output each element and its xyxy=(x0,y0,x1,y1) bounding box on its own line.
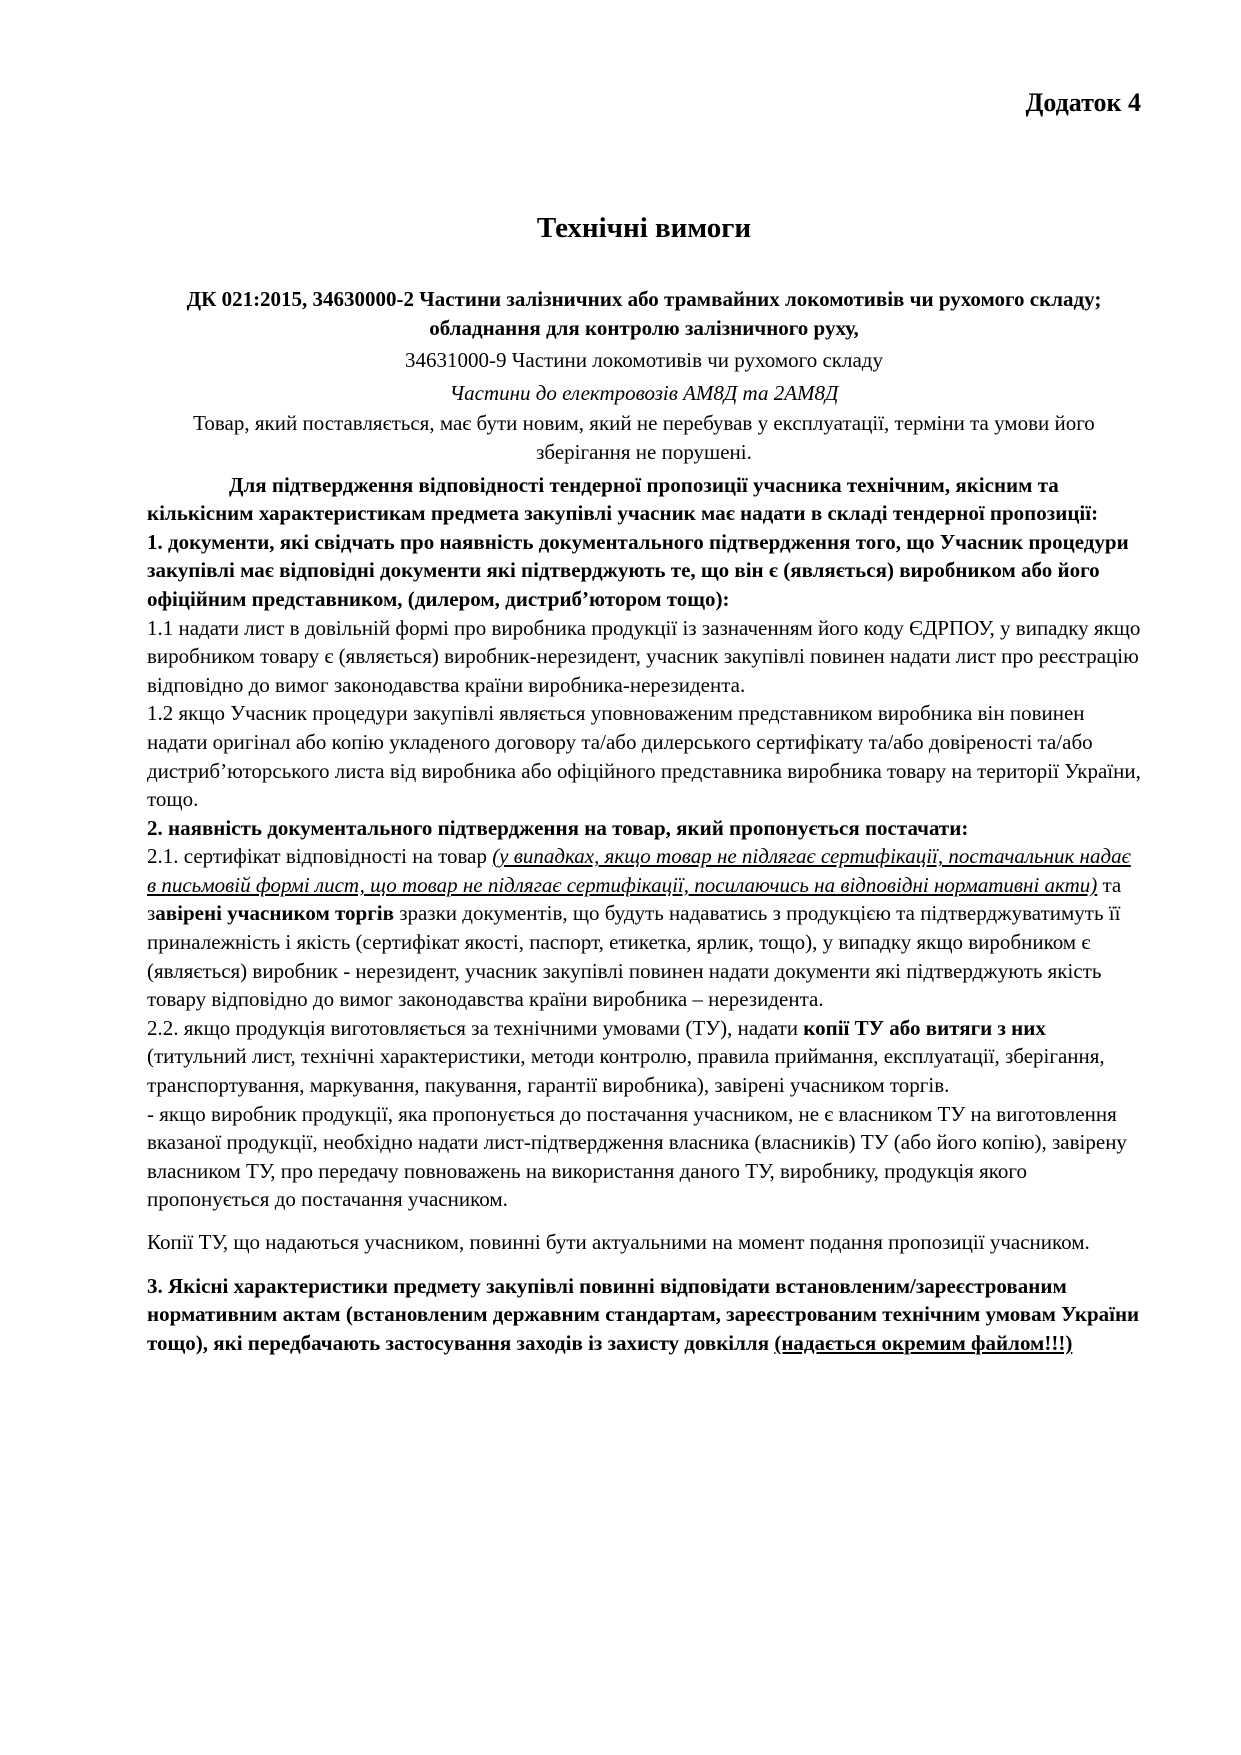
lead-paragraph: Для підтвердження відповідності тендерної пропозиції учасника технічним, якісним та кількісним характеристикам предмета закупівлі учасник має надати в складі тендерної пропозиції: xyxy=(147,472,1099,526)
section-2-item-2-start: 2.2. якщо продукція виготовляється за технічними умовами (ТУ), надати xyxy=(147,1015,804,1040)
section-2-item-1-end: зразки документів, що будуть надаватись з продукцією та підтверджуватимуть її приналежність і якість (сертифікат якості, паспорт, етикетка, ярлик, тощо), у випадку якщо виробником є (являється) виробник - нерезидент, учасник закупівлі повинен надати документи які підтверджують якість товару відповідно до вимог законодавства країни виробника – нерезидента. xyxy=(147,901,1121,1012)
section-3-underlined: (надається окремим файлом!!!) xyxy=(774,1330,1073,1355)
section-1-item-1: 1.1 надати лист в довільній формі про виробника продукції із зазначенням його коду ЄДРПОУ, у випадку якщо виробником товару є (являється) виробник-нерезидент, учасник закупівлі повинен надати лист про реєстрацію відповідно до вимог законодавства країни виробника-нерезидента. xyxy=(147,615,1141,697)
section-3-text: 3. Якісні характеристики предмету закупівлі повинні відповідати встановленим/зареєстрованим нормативним актам (встановленим державним стандартам, зареєстрованим технічним умовам України тощо), які передбачають застосування заходів із захисту довкілля xyxy=(147,1273,1140,1355)
cpv-code-heading: ДК 021:2015, 34630000-2 Частини залізничних або трамвайних локомотивів чи рухомого складу; обладнання для контролю залізничного руху, xyxy=(186,287,1102,340)
section-2-heading: 2. наявність документального підтвердження на товар, який пропонується постачати: xyxy=(147,815,969,840)
section-2-item-3: - якщо виробник продукції, яка пропонується до постачання учасником, не є власником ТУ на виготовлення вказаної продукції, необхідно надати лист-підтвердження власника (власників) ТУ (або його копію), завірену власником ТУ, про передачу повноважень на використання даного ТУ, виробнику, продукція якого пропонується до постачання учасником. xyxy=(147,1101,1127,1212)
section-3-paragraph xyxy=(147,1272,1141,1358)
cpv-code-subheading: 34631000-9 Частини локомотивів чи рухомого складу xyxy=(405,348,883,373)
section-2-item-2 xyxy=(147,1014,1141,1100)
appendix-label: Додаток 4 xyxy=(1025,88,1141,117)
section-2-item-1-mid: та з xyxy=(147,872,1122,926)
section-2-item-1-note: (у випадках, якщо товар не підлягає сертифікації, постачальник надає в письмовій формі лист, що товар не підлягає сертифікації, посилаючись на відповідні нормативні акти) xyxy=(147,844,1131,897)
section-1-heading: 1. документи, які свідчать про наявність документального підтвердження того, що Учасник процедури закупівлі має відповідні документи які підтверджують те, що він є (являється) виробником або його офіційним представником, (дилером, дистриб’ютором тощо): xyxy=(147,529,1129,611)
section-1-item-2: 1.2 якщо Учасник процедури закупівлі являється уповноваженим представником виробника він повинен надати оригінал або копію укладеного договору та/або дилерського сертифікату та/або довіреності та/або дистриб’юторського листа від виробника або офіційного представника виробника товару на території України, тощо. xyxy=(147,701,1141,812)
product-description: Частини до електровозів АМ8Д та 2АМ8Д xyxy=(449,380,839,405)
section-2-item-1 xyxy=(147,842,1141,1014)
page-title: Технічні вимоги xyxy=(536,212,752,244)
section-2-note: Копії ТУ, що надаються учасником, повинні бути актуальними на момент подання пропозиції учасником. xyxy=(147,1230,1090,1254)
section-2-item-2-end: (титульний лист, технічні характеристики, методи контролю, правила приймання, експлуатації, зберігання, транспортування, маркування, пакування, гарантії виробника), завірені учасником торгів. xyxy=(147,1044,1105,1098)
section-2-item-2-bold: копії ТУ або витяги з них xyxy=(803,1015,1046,1040)
section-2-item-1-bold: авірені учасником торгів xyxy=(155,901,394,926)
section-2-item-1-start: 2.1. сертифікат відповідності на товар xyxy=(147,844,493,869)
intro-paragraph: Товар, який поставляється, має бути новим, який не перебував у експлуатації, терміни та умови його зберігання не порушені. xyxy=(193,411,1095,464)
